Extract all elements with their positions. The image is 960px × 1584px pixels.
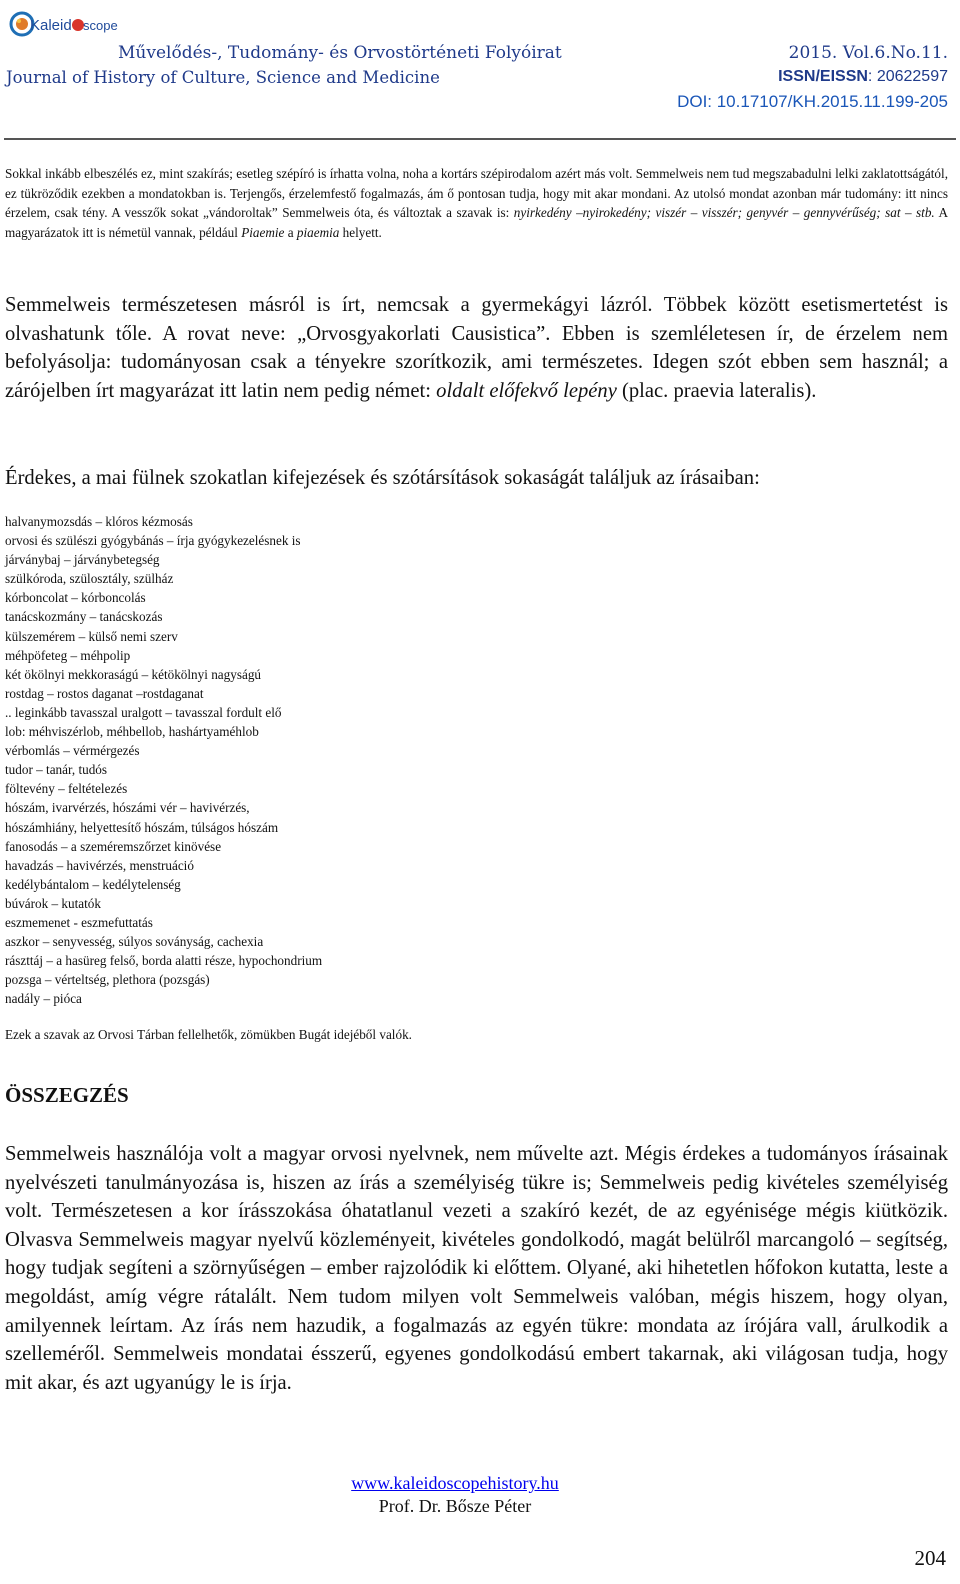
journal-issn	[778, 68, 948, 86]
list-item: szülkóroda, szülosztály, szülház	[5, 571, 174, 587]
list-item: vérbomlás – vérmérgezés	[5, 743, 140, 759]
list-item: lob: méhviszérlob, méhbellob, hashártyaméhlob	[5, 724, 259, 740]
list-item: hószámhiány, helyettesítő hószám, túlságos hószám	[5, 819, 279, 835]
kaleidoscope-logo	[8, 4, 118, 44]
journal-title-hu: Művelődés-, Tudomány- és Orvostörténeti Folyóirat	[118, 43, 562, 63]
paragraph-intro-list: Érdekes, a mai fülnek szokatlan kifejezések és szótársítások sokaságát találjuk az írásaiban:	[5, 467, 760, 489]
list-item: eszmemenet - eszmefuttatás	[5, 914, 153, 930]
list-item: halvanymozsdás – klóros kézmosás	[5, 514, 193, 529]
journal-title-en: Journal of History of Culture, Science and Medicine	[6, 68, 440, 87]
author-name: Prof. Dr. Bősze Péter	[378, 1496, 532, 1516]
list-item: rászttáj – a hasüreg felső, borda alatti része, hypochondrium	[5, 953, 323, 969]
small-paragraph-text-3: a	[284, 224, 297, 240]
list-item: járványbaj – járványbetegség	[5, 552, 160, 568]
list-item: fanosodás – a szeméremszőrzet kinövése	[5, 838, 222, 854]
paragraph-casuistica	[5, 291, 948, 405]
svg-text:Kaleid: Kaleid	[30, 17, 72, 34]
small-paragraph-text-2: A magyarázatok itt is németül vannak, például	[5, 205, 948, 240]
journal-doi: DOI: 10.17107/KH.2015.11.199-205	[677, 92, 948, 111]
issn-label: ISSN/EISSN	[778, 68, 868, 85]
journal-volume: 2015. Vol.6.No.11.	[788, 43, 948, 63]
page-number: 204	[914, 1546, 946, 1570]
list-item: hószám, ivarvérzés, hószámi vér – havivérzés,	[5, 800, 250, 816]
header-divider	[4, 138, 956, 140]
list-item: nadály – pióca	[5, 991, 82, 1007]
list-item: búvárok – kutatók	[5, 895, 101, 911]
svg-text:scope: scope	[83, 18, 118, 33]
website-link[interactable]: www.kaleidoscopehistory.hu	[351, 1473, 559, 1493]
list-item: havadzás – havivérzés, menstruáció	[5, 857, 194, 873]
summary-paragraph: Semmelweis használója volt a magyar orvosi nyelvnek, nem művelte azt. Mégis érdekes a tudományos írásainak nyelvészeti tanulmányozása is, hiszen az írás a személyiség tükre is; Semmelweis pedig kivételes személyiség volt. Természetesen a kor írásszokása óhatatlanul vezeti a szakíró kezét, de az egyénisége mégis kiütközik. Olvasva Semmelweis magyar nyelvű közleményeit, kivételes gondolkodó, magát belülről marcangoló – segítség, hogy tudjak segíteni a szörnyűségen – ember rajzolódik ki előttem. Olyané, aki hihetetlen hőfokon kutatta, leste a megoldást, amíg végre rátalált. Nem tudom milyen volt Semmelweis valóban, mégis hiszem, hogy olyan, amilyennek leírtam. Az írás nem hazudik, a fogalmazás az egyén tükre: mondata az írójára vall, árulkodik a szelleméről. Semmelweis mondatai ésszerű, egyenes gondolkodású embert takarnak, aki világosan tudja, hogy mit akar, és azt ugyanúgy le is írja.	[5, 1143, 948, 1394]
list-item: két ökölnyi mekkoraságú – kétökölnyi nagyságú	[5, 666, 262, 682]
list-item: .. leginkább tavasszal uralgott – tavasszal fordult elő	[5, 704, 282, 720]
small-paragraph-italic-3: piaemia	[296, 224, 340, 240]
list-item: tanácskozmány – tanácskozás	[5, 609, 163, 625]
issn-value: : 20622597	[867, 68, 948, 85]
list-item: orvosi és szülészi gyógybánás – írja gyógykezelésnek is	[5, 533, 301, 549]
paragraph2-text-1: Semmelweis természetesen másról is írt, nemcsak a gyermekágyi lázról. Többek között esetismertetést is olvashatunk tőle. A rovat neve: „Orvosgyakorlati Causistica”. Ebben is szemléletesen ír, de érzelem nem befolyásolja: tudományosan csak a tényekre szorítkozik, ami természetes. Idegen szót ebben sem használ; a zárójelben írt magyarázat itt latin nem pedig német:	[5, 294, 948, 402]
list-item: aszkor – senyvesség, súlyos soványság, cachexia	[5, 934, 264, 950]
list-item: méhpöfeteg – méhpolip	[5, 647, 131, 663]
list-item: pozsga – vérteltség, plethora (pozsgás)	[5, 972, 210, 988]
list-item: föltevény – feltételezés	[5, 781, 128, 797]
list-item: rostdag – rostos daganat –rostdaganat	[5, 685, 204, 701]
section-heading: ÖSSZEGZÉS	[5, 1083, 129, 1107]
list-item: kórboncolat – kórboncolás	[5, 590, 146, 606]
source-note: Ezek a szavak az Orvosi Tárban fellelhetők, zömükben Bugát idejéből valók.	[5, 1027, 412, 1042]
list-item: külszemérem – külső nemi szerv	[5, 628, 178, 644]
list-item: kedélybántalom – kedélytelenség	[5, 876, 181, 892]
small-paragraph-text-4: helyett.	[339, 224, 382, 240]
small-paragraph-italic-2: Piaemie	[241, 224, 285, 240]
small-paragraph-text-1: Sokkal inkább elbeszélés ez, mint szakírás; esetleg szépíró is írhatta volna, noha a kortárs szépirodalom azért más volt. Semmelweis nem tud megszabadulni lelki zaklatottságától, ez tükröződik ezekben a mondatokban is. Terjengős, érzelemfestő fogalmazás, ám ő pontosan tudja, hogy mit akar mondani. Az utolsó mondat azonban már tudomány: itt nincs érzelem, csak tény. A vesszők sokat „vándoroltak” Semmelweis óta, és változtak a szavak is:	[5, 166, 948, 220]
word-list	[5, 512, 322, 1008]
small-paragraph	[5, 164, 948, 242]
list-item: tudor – tanár, tudós	[5, 762, 108, 778]
paragraph2-italic: oldalt előfekvő lepény	[436, 379, 617, 402]
paragraph2-text-2: (plac. praevia lateralis).	[616, 379, 817, 402]
small-paragraph-italic-1: nyirkedény –nyirokedény; viszér – visszér; genyvér – gennyvérűség; sat – stb.	[513, 205, 935, 220]
